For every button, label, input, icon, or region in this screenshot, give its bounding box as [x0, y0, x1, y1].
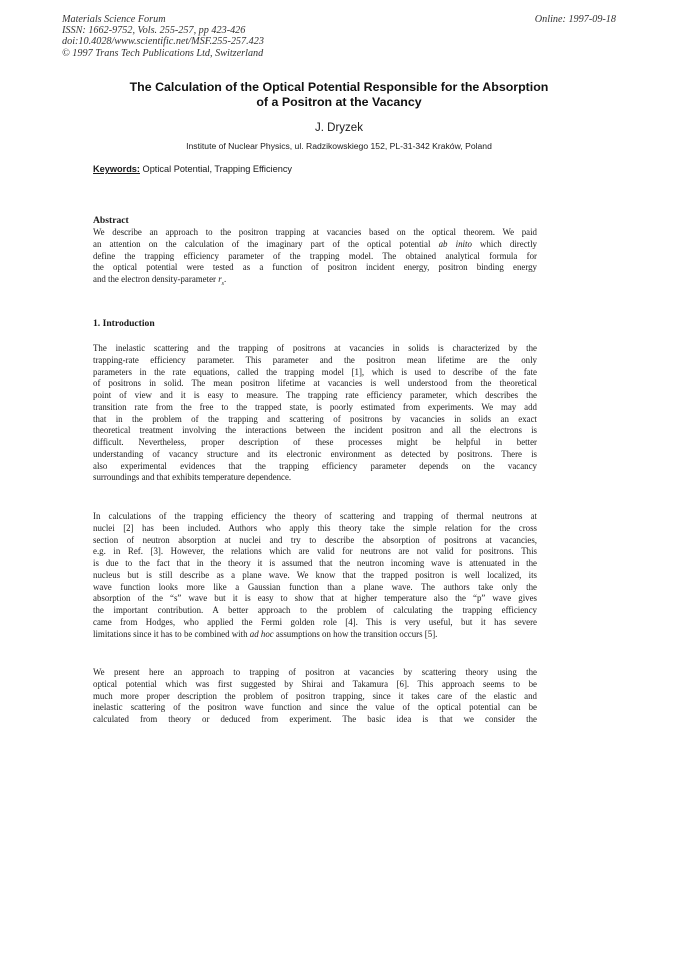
online-date: Online: 1997-09-18 [534, 14, 616, 25]
body-line: trapping-rate efficiency parameter. This parameter and the positron mean lifetime are the only [93, 354, 537, 365]
abstract-line: define the trapping efficiency parameter of the trapping model. The obtained analytical formula for [93, 250, 537, 261]
body-line: nuclei [2] has been included. Authors who apply this theory take the simple relation for the cross [93, 522, 537, 533]
abstract-line [93, 239, 537, 251]
intro-paragraph-3 [93, 667, 537, 726]
body-line: e.g. in Ref. [3]. However, the relations which are valid for neutrons are not valid for positrons. This [93, 546, 537, 557]
keywords-text: Optical Potential, Trapping Efficiency [142, 164, 293, 174]
body-line: nucleus but is still describe as a plane wave. We know that the trapped positron is well localized, its [93, 569, 537, 580]
rs-symbol-sub: s [221, 280, 224, 286]
body-line: calculated from theory or deduced from experiment. The basic idea is that we consider the [93, 714, 537, 724]
abstract-line-text: an attention on the calculation of the imaginary part of the optical potential [93, 238, 431, 249]
body-line: the important contribution. A better approach to the problem of calculating the trapping efficiency [93, 605, 537, 615]
abstract-line: the optical potential were tested as a function of positron incident energy, positron binding energy [93, 262, 537, 273]
title-line-1: The Calculation of the Optical Potential Responsible for the Absorption [129, 80, 549, 94]
body-line: theoretical treatment involving the interactions between the incident positron and all the electrons is [93, 425, 537, 436]
body-line: absorption of the “s” wave but it is easy to show that at higher temperature also the “p” wave gives [93, 593, 537, 604]
journal-name: Materials Science Forum [62, 14, 166, 25]
doi-line[interactable]: doi:10.4028/www.scientific.net/MSF.255-257.423 [62, 36, 264, 48]
author-name: J. Dryzek [315, 122, 363, 134]
rs-symbol-letter: r [218, 274, 222, 284]
body-line: transition rate from the free to the trapped state, is poorly estimated from experiments. We may add [93, 401, 537, 412]
body-line: understanding of vacancy structure and its electronic environment as detected by positrons. There is [93, 448, 537, 459]
abstract-italic-term: ab inito [438, 238, 472, 249]
abstract-line: and the electron density-parameter $r_s$. [93, 274, 227, 286]
body-line: is due to the fact that in the theory it is assumed that the neutron incoming wave is attenuated in the [93, 558, 537, 568]
abstract-line-text: and the electron density-parameter [93, 274, 216, 284]
intro-paragraph-2 [93, 511, 537, 640]
body-line: difficult. Nevertheless, proper description of these processes might be helpful in better [93, 437, 537, 447]
body-line: also experimental evidences that the trapping efficiency parameter depends on the vacancy [93, 460, 537, 471]
abstract-heading: Abstract [93, 215, 129, 226]
intro-paragraph-1 [93, 343, 537, 484]
body-line: optical potential which was first suggested by Shirai and Takamura [6]. This approach seems to be [93, 678, 537, 689]
abstract-body [93, 227, 537, 286]
copyright-line: © 1997 Trans Tech Publications Ltd, Switzerland [62, 47, 264, 59]
body-line-tail: assumptions on how the transition occurs [5]. [275, 628, 438, 639]
issn-line: ISSN: 1662-9752, Vols. 255-257, pp 423-426 [62, 25, 246, 37]
body-line-text: limitations since it has to be combined with [93, 628, 248, 639]
abstract-line-tail: which directly [480, 238, 537, 249]
body-line: point of view and it is easy to measure. The trapping rate efficiency parameter, which describes the [93, 390, 537, 400]
body-line: section of neutron absorption at nuclei and try to describe the absorption of positrons at vacancies, [93, 534, 537, 545]
body-line: parameters in the rate equations, called the trapping model [1], which is used to describe of the fate [93, 366, 537, 377]
body-line: In calculations of the trapping efficiency the theory of scattering and trapping of thermal neutrons at [93, 511, 537, 521]
body-line: much more proper description the problem of positron trapping, since it takes care of the elastic and [93, 690, 537, 701]
journal-header [62, 14, 264, 59]
body-line [93, 629, 537, 641]
rs-symbol [218, 274, 224, 284]
body-line: The inelastic scattering and the trapping of positrons at vacancies in solids is characterized by the [93, 343, 537, 353]
body-line: inelastic scattering of the positron wave function and since the value of the optical potential can be [93, 702, 537, 713]
introduction-heading: 1. Introduction [93, 318, 155, 329]
body-line: We present here an approach to trapping of positron at vacancies by scattering theory using the [93, 667, 537, 677]
body-line: surroundings and that exhibits temperature dependence. [93, 472, 292, 483]
institution: Institute of Nuclear Physics, ul. Radzikowskiego 152, PL-31-342 Kraków, Poland [186, 141, 492, 151]
body-line: of positrons in solid. The mean positron lifetime at vacancies is well understood from the theoretical [93, 378, 537, 389]
body-line: came from Hodges, who applied the Fermi golden role [4]. This is very useful, but it has severe [93, 616, 537, 627]
keywords-label: Keywords: [93, 164, 140, 174]
body-line: that in the problem of the trapping and scattering of positrons by vacancies in solids an exact [93, 413, 537, 424]
title-line-2: of a Positron at the Vacancy [256, 95, 422, 109]
abstract-line: We describe an approach to the positron trapping at vacancies based on the optical theorem. We paid [93, 227, 537, 237]
body-line: wave function looks more like a Gaussian function than a plane wave. The authors take only the [93, 581, 537, 592]
keywords [93, 164, 292, 174]
italic-term: ad hoc [249, 628, 274, 639]
paper-title [80, 80, 598, 110]
